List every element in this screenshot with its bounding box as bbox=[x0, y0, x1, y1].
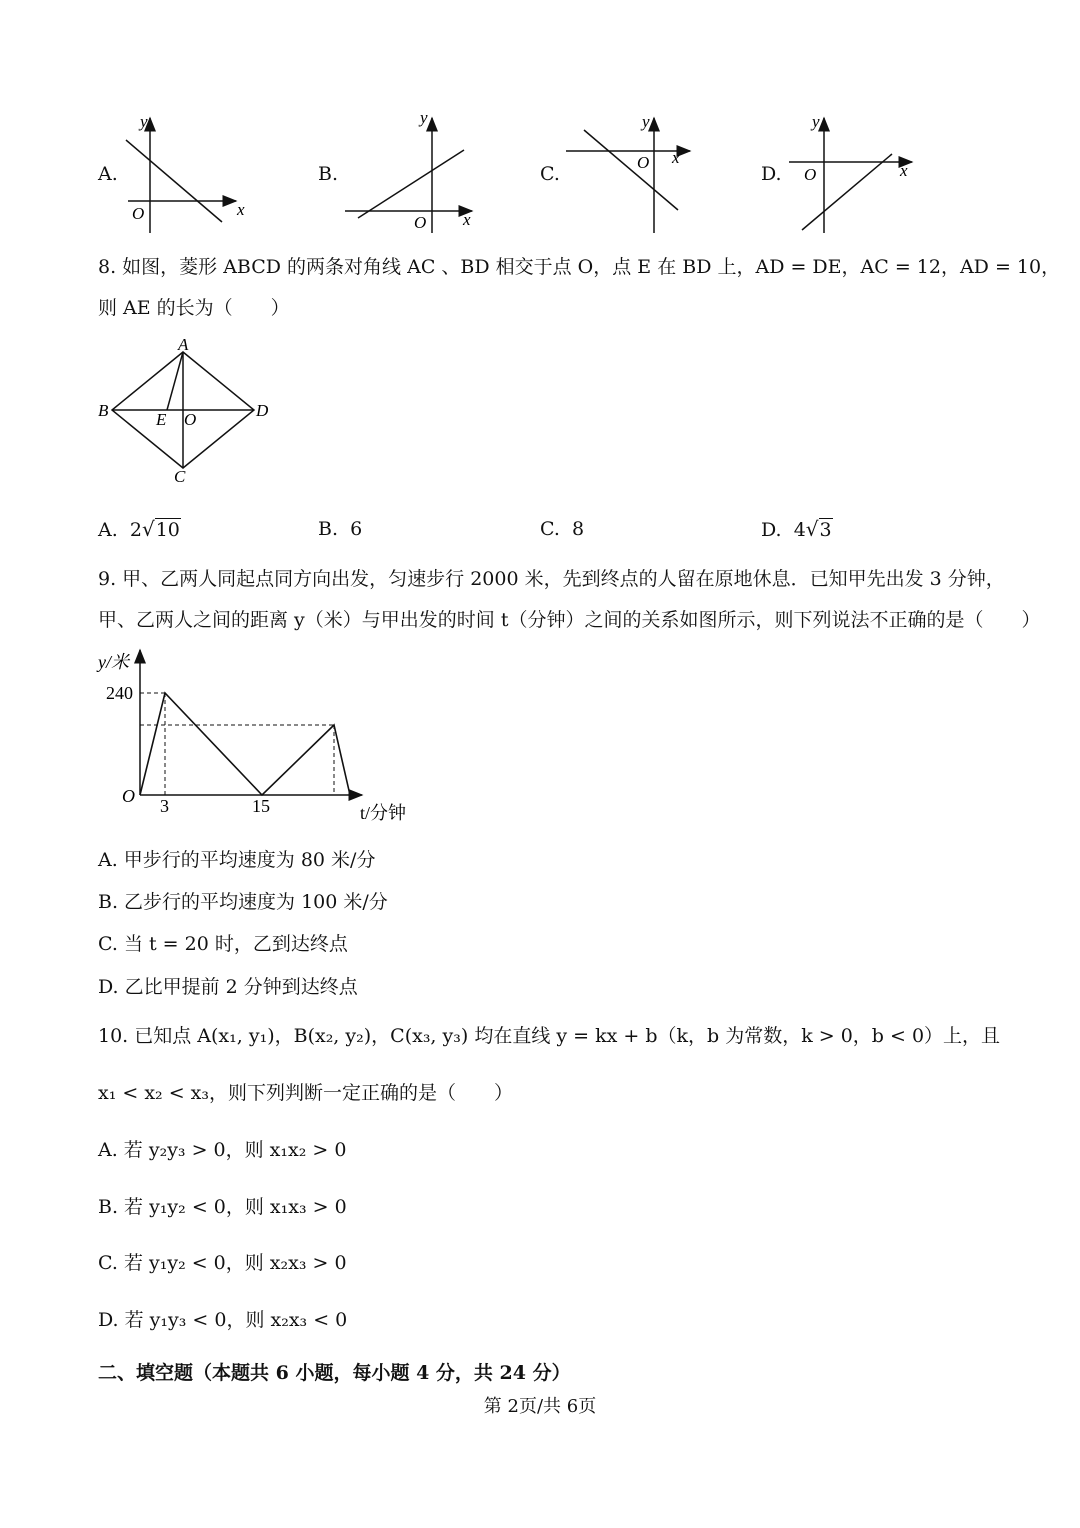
q7-option-d-letter: D. bbox=[761, 163, 782, 185]
q7-a-origin: O bbox=[132, 204, 145, 223]
q8-label-e: E bbox=[156, 410, 167, 429]
q7-option-c-graph bbox=[562, 108, 702, 238]
q7-b-origin: O bbox=[414, 213, 427, 232]
q7-option-d-graph bbox=[784, 108, 924, 238]
q9-option-a: A. 甲步行的平均速度为 80 米/分 bbox=[98, 849, 376, 871]
q7-option-b-letter: B. bbox=[318, 163, 339, 185]
q8-stem-line1: 8. 如图，菱形 ABCD 的两条对角线 AC 、BD 相交于点 O，点 E 在 BD 上，AD = DE，AC = 12，AD = 10， bbox=[98, 256, 1061, 278]
q8-option-a: A. 2√10 bbox=[98, 517, 180, 541]
q9-distance-time-graph bbox=[94, 645, 424, 830]
q9-stem-line1: 9. 甲、乙两人同起点同方向出发，匀速步行 2000 米，先到终点的人留在原地休息．已知甲先出发 3 分钟， bbox=[98, 568, 1005, 590]
q8-option-b: B. 6 bbox=[318, 518, 363, 540]
q8-label-c: C bbox=[174, 467, 186, 486]
q9-y-axis-label: y/米 bbox=[98, 652, 129, 672]
q7-option-a-letter: A. bbox=[98, 163, 118, 185]
q9-x-tick-15: 15 bbox=[252, 796, 270, 816]
q9-stem-line2: 甲、乙两人之间的距离 y（米）与甲出发的时间 t（分钟）之间的关系如图所示，则下列说法不正确的是（ ） bbox=[98, 609, 1041, 631]
q8-rhombus-figure bbox=[94, 336, 284, 486]
q7-c-x-label: x bbox=[672, 148, 680, 167]
q10-option-a: A. 若 y₂y₃ > 0，则 x₁x₂ > 0 bbox=[98, 1139, 347, 1161]
q7-b-y-label: y bbox=[420, 108, 428, 127]
q7-c-origin: O bbox=[637, 153, 650, 172]
q10-option-d: D. 若 y₁y₃ < 0，则 x₂x₃ < 0 bbox=[98, 1309, 348, 1331]
q9-origin: O bbox=[122, 786, 135, 806]
q9-y-tick-240: 240 bbox=[106, 683, 133, 703]
q10-stem-line2: x₁ < x₂ < x₃，则下列判断一定正确的是（ ） bbox=[98, 1082, 513, 1104]
q7-d-y-label: y bbox=[812, 112, 820, 131]
q10-option-b: B. 若 y₁y₂ < 0，则 x₁x₃ > 0 bbox=[98, 1196, 347, 1218]
q8-label-b: B bbox=[98, 401, 109, 420]
q9-option-c: C. 当 t = 20 时，乙到达终点 bbox=[98, 933, 348, 955]
q7-a-y-label: y bbox=[140, 112, 148, 131]
q8-label-o: O bbox=[184, 410, 197, 429]
q7-option-b-graph bbox=[340, 108, 490, 238]
q7-b-x-label: x bbox=[463, 210, 471, 229]
q9-option-d: D. 乙比甲提前 2 分钟到达终点 bbox=[98, 976, 358, 998]
q8-option-d: D. 4√3 bbox=[761, 517, 832, 541]
q7-d-origin: O bbox=[804, 165, 817, 184]
section-2-heading: 二、填空题（本题共 6 小题，每小题 4 分，共 24 分） bbox=[98, 1362, 571, 1384]
q7-c-y-label: y bbox=[642, 112, 650, 131]
page-footer: 第 2页/共 6页 bbox=[483, 1396, 597, 1417]
q7-option-a-graph bbox=[118, 108, 258, 238]
q9-option-b: B. 乙步行的平均速度为 100 米/分 bbox=[98, 891, 388, 913]
q7-a-x-label: x bbox=[237, 200, 245, 219]
q9-x-tick-3: 3 bbox=[160, 796, 169, 816]
q7-option-c-letter: C. bbox=[540, 163, 560, 185]
q8-label-a: A bbox=[178, 336, 189, 354]
q10-stem-line1: 10. 已知点 A(x₁, y₁)，B(x₂, y₂)，C(x₃, y₃) 均在直线 y = kx + b（k，b 为常数，k > 0，b < 0）上，且 bbox=[98, 1025, 1001, 1047]
q8-stem-line2: 则 AE 的长为（ ） bbox=[98, 297, 290, 319]
q9-x-axis-label: t/分钟 bbox=[360, 803, 407, 823]
q10-option-c: C. 若 y₁y₂ < 0，则 x₂x₃ > 0 bbox=[98, 1252, 347, 1274]
q7-d-x-label: x bbox=[900, 161, 908, 180]
q8-option-c: C. 8 bbox=[540, 518, 585, 540]
q8-label-d: D bbox=[256, 401, 269, 420]
